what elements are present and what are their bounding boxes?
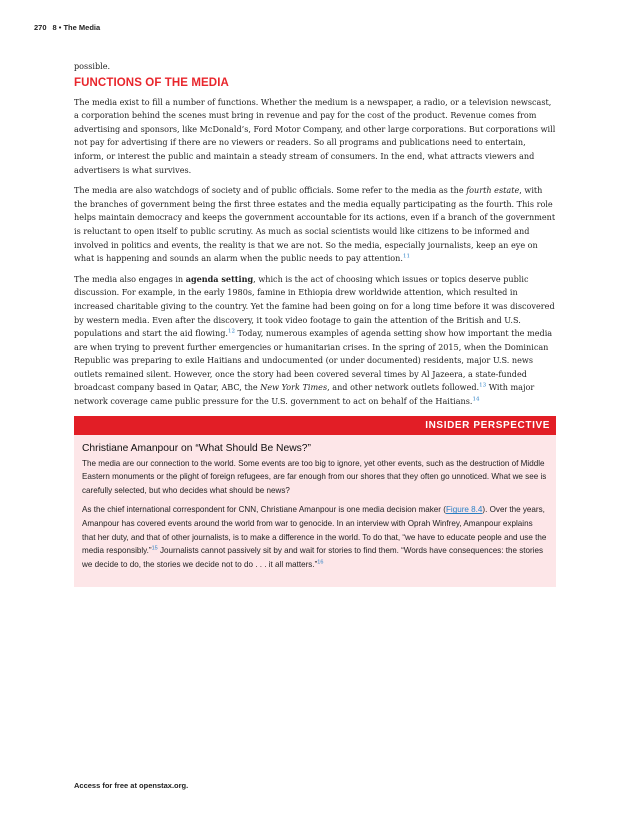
footnote-ref-12[interactable]: 12 [227, 328, 235, 335]
footnote-ref-16[interactable]: 16 [317, 559, 324, 566]
paragraph-agenda-setting: The media also engages in agenda setting, which is the act of choosing which issues or topics deserve public discussion. For example, in the early 1980s, famine in Ethiopia drew worldwide attention, which resulted in increased charitable giving to the country. Yet the famine had been going on for a long time before it was discovered by western media. Even after the discovery, it took video footage to gain the attention of the British and U.S. populations and start the aid flowing.$^{12}$ Today, numerous examples of agenda setting show how important the media are when trying to prevent further emergencies or humanitarian crises. In the spring of 2015, when the Dominican Republic was preparing to exile Haitians and undocumented (or under documented) residents, major U.S. news outlets remained silent. However, once the story had been covered several times by Al Jazeera, a state-funded broadcast company based in Qatar, ABC, the New York Times, and other network outlets followed.$^{13}$ With major network coverage came public pressure for the U.S. government to act on behalf of the Haitians.$^{14}$ [74, 273, 555, 407]
footnote-ref-15[interactable]: 15 [151, 545, 158, 552]
chapter-title: 8 • The Media [52, 23, 101, 32]
insider-perspective-title: Christiane Amanpour on “What Should Be News?” [82, 442, 311, 454]
footnote-ref-13[interactable]: 13 [479, 382, 487, 389]
insider-paragraph-1: The media are our connection to the world. Some events are too big to ignore, yet other events, such as the destruction of Middle Eastern monuments or the plight of foreign refugees, are far enough from our shores that they often go unnoticed. What we see is carefully selected, but who decides what should be news? [82, 458, 547, 495]
paragraph-functions: The media exist to fill a number of functions. Whether the medium is a newspaper, a radio, or a television newscast, a corporation behind the scenes must bring in revenue and pay for the cost of the product. Revenue comes from advertising and sponsors, like McDonald’s, Ford Motor Company, and other large corporations. But corporations will not pay for advertising if there are no viewers or readers. So all programs and publications need to entertain, inform, or interest the public and maintain a steady stream of consumers. In the end, what attracts viewers and advertisers is what survives. [74, 96, 556, 175]
running-header [34, 23, 100, 32]
page-number: 270 [34, 23, 47, 32]
term-agenda-setting: agenda setting [185, 273, 254, 284]
page-footer: Access for free at openstax.org. [74, 781, 189, 790]
insider-perspective-box [74, 416, 556, 588]
page-content [74, 60, 556, 587]
section-heading: FUNCTIONS OF THE MEDIA [74, 76, 229, 89]
insider-paragraph-2: As the chief international correspondent for CNN, Christiane Amanpour is one media decision maker (Figure 8.4). Over the years, Amanpour has covered events around the world from war to genocide. In an interview with Oprah Winfrey, Amanpour explains that her duty, and that of other journalists, is to make a difference in the world. To do that, “we have to educate people and use the media responsibly.”$^{15}$ Journalists cannot passively sit by and wait for stories to find them. “Words have consequences: the stories we decide to do, the stories we decide not to do . . . it all matters.”$^{16}$ [82, 505, 547, 569]
title-new-york-times: New York Times [260, 382, 328, 393]
insider-perspective-body [74, 435, 556, 588]
paragraph-watchdog: The media are also watchdogs of society and of public officials. Some refer to the media as the fourth estate, with the branches of government being the first three estates and the media equally participating as the fourth. This role helps maintain democracy and keeps the government accountable for its actions, even if a branch of the government is reluctant to open itself to public scrutiny. As much as social scientists would like citizens to be informed and involved in politics and events, the reality is that we are not. So the media, especially journalists, keep an eye on what is happening and sounds an alarm when the public needs to pay attention.$^{11}$ [74, 185, 556, 264]
footnote-ref-11[interactable]: 11 [402, 253, 410, 260]
insider-perspective-label: INSIDER PERSPECTIVE [74, 416, 556, 435]
footnote-ref-14[interactable]: 14 [472, 396, 480, 403]
continuation-text: possible. [74, 61, 111, 71]
figure-link[interactable]: Figure 8.4 [445, 505, 483, 515]
term-fourth-estate: fourth estate [466, 185, 520, 196]
